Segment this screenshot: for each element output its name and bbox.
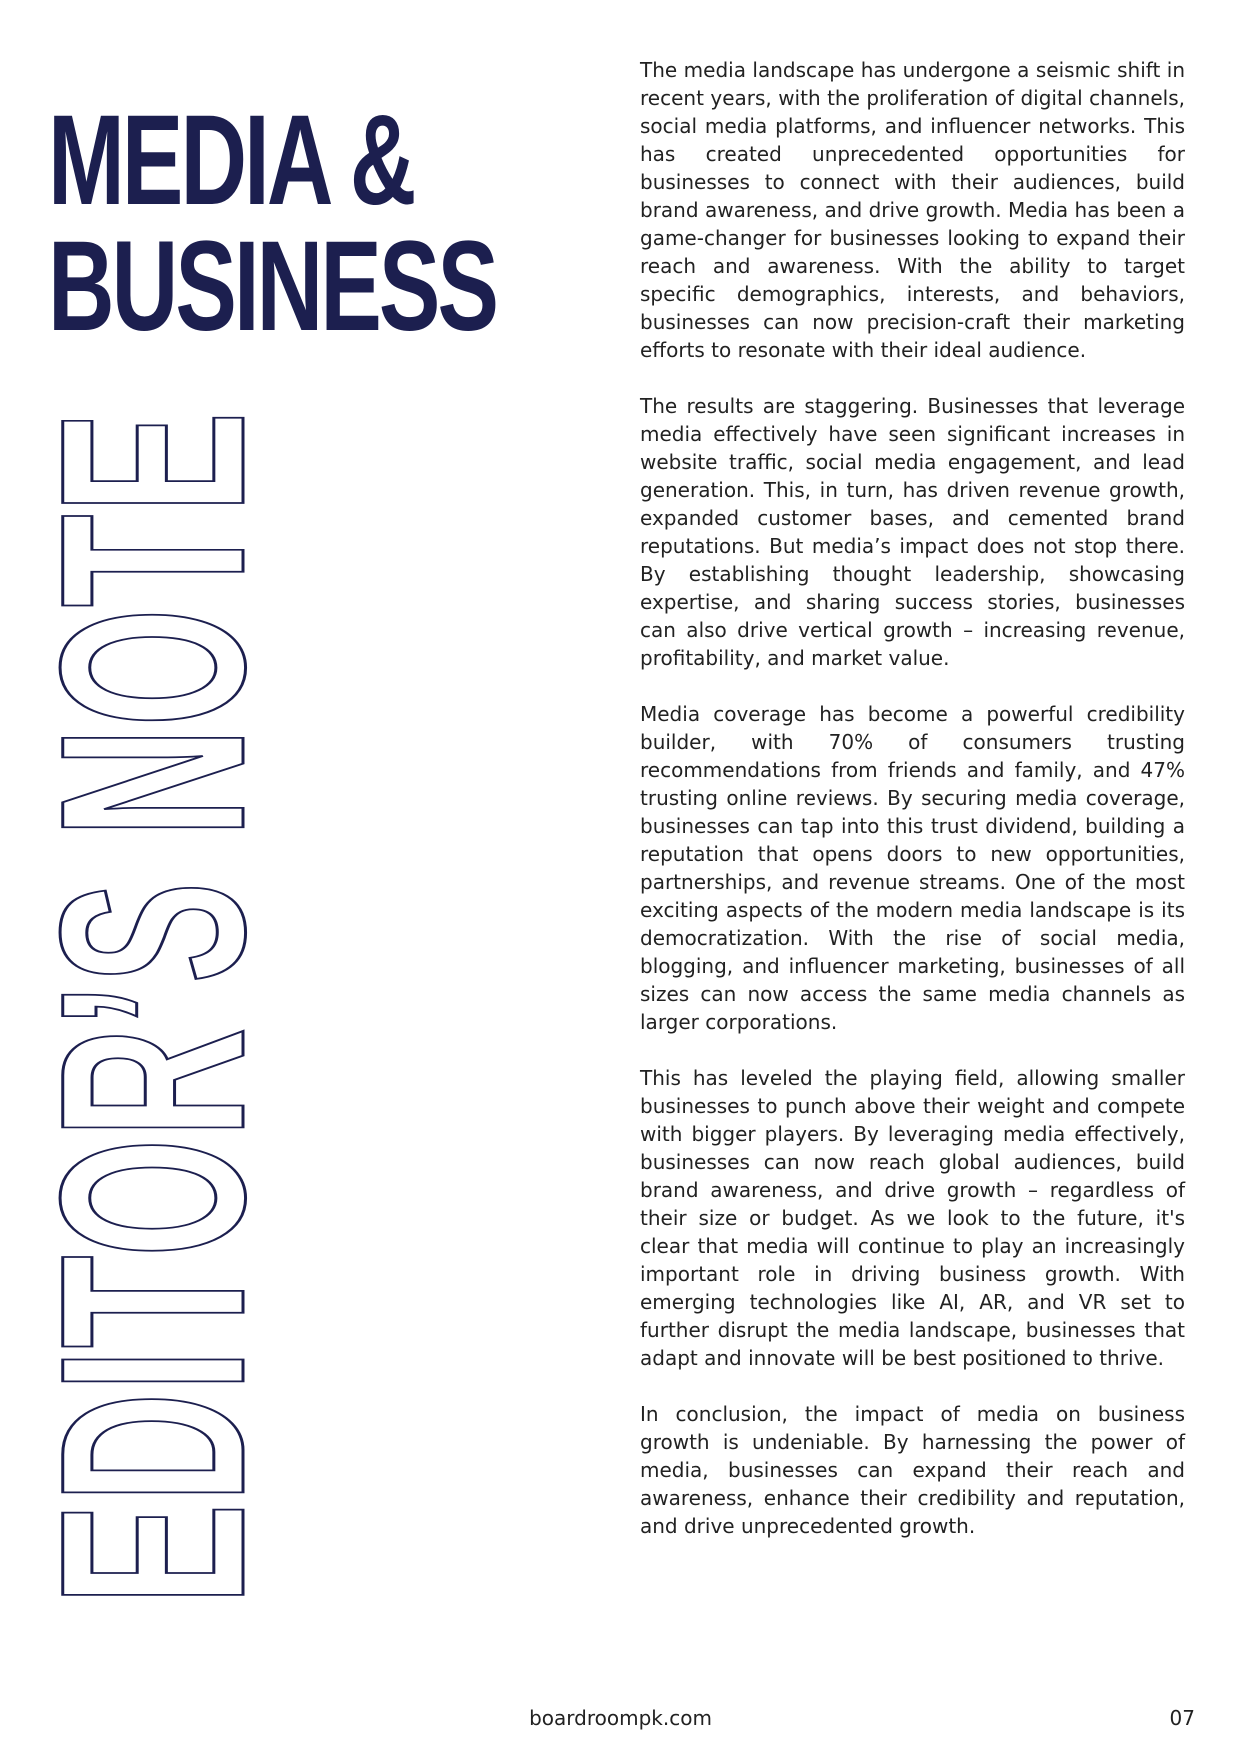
page-number: 07 (1169, 1706, 1195, 1730)
section-label (6, 410, 299, 1605)
page-title (48, 89, 497, 358)
article-paragraph: In conclusion, the impact of media on business growth is undeniable. By harnessing the power of media, businesses can expand their reach and awareness, enhance their credibility and reputation, and drive unprecedented growth. (640, 1402, 1185, 1538)
footer-url: boardroompk.com (529, 1706, 712, 1730)
article-paragraph: The results are staggering. Businesses that leverage media effectively have seen significant increases in website traffic, social media engagement, and lead generation. This, in turn, has driven revenue growth, expanded customer bases, and cemented brand reputations. But media’s impact does not stop there. By establishing thought leadership, showcasing expertise, and sharing success stories, businesses can also drive vertical growth – increasing revenue, profitability, and market value. (640, 394, 1185, 670)
article-body (640, 56, 1185, 1568)
section-label-text: EDITOR’S NOTE (6, 410, 299, 1605)
page-title-line-1: MEDIA & (48, 89, 414, 232)
article-paragraph: Media coverage has become a powerful credibility builder, with 70% of consumers trusting recommendations from friends and family, and 47% trusting online reviews. By securing media coverage, businesses can tap into this trust dividend, building a reputation that opens doors to new opportunities, partnerships, and revenue streams. One of the most exciting aspects of the modern media landscape is its democratization. With the rise of social media, blogging, and influencer marketing, businesses of all sizes can now access the same media channels as larger corporations. (640, 702, 1185, 1034)
article-paragraph: This has leveled the playing field, allowing smaller businesses to punch above their weight and compete with bigger players. By leveraging media effectively, businesses can now reach global audiences, build brand awareness, and drive growth – regardless of their size or budget. As we look to the future, it's clear that media will continue to play an increasingly important role in driving business growth. With emerging technologies like AI, AR, and VR set to further disrupt the media landscape, businesses that adapt and innovate will be best positioned to thrive. (640, 1066, 1185, 1370)
article-paragraph: The media landscape has undergone a seismic shift in recent years, with the proliferation of digital channels, social media platforms, and influencer networks. This has created unprecedented opportunities for businesses to connect with their audiences, build brand awareness, and drive growth. Media has been a game-changer for businesses looking to expand their reach and awareness. With the ability to target specific demographics, interests, and behaviors, businesses can now precision-craft their marketing efforts to resonate with their ideal audience. (640, 58, 1185, 362)
page-title-line-2: BUSINESS (48, 215, 497, 358)
section-label-container (6, 410, 299, 1605)
